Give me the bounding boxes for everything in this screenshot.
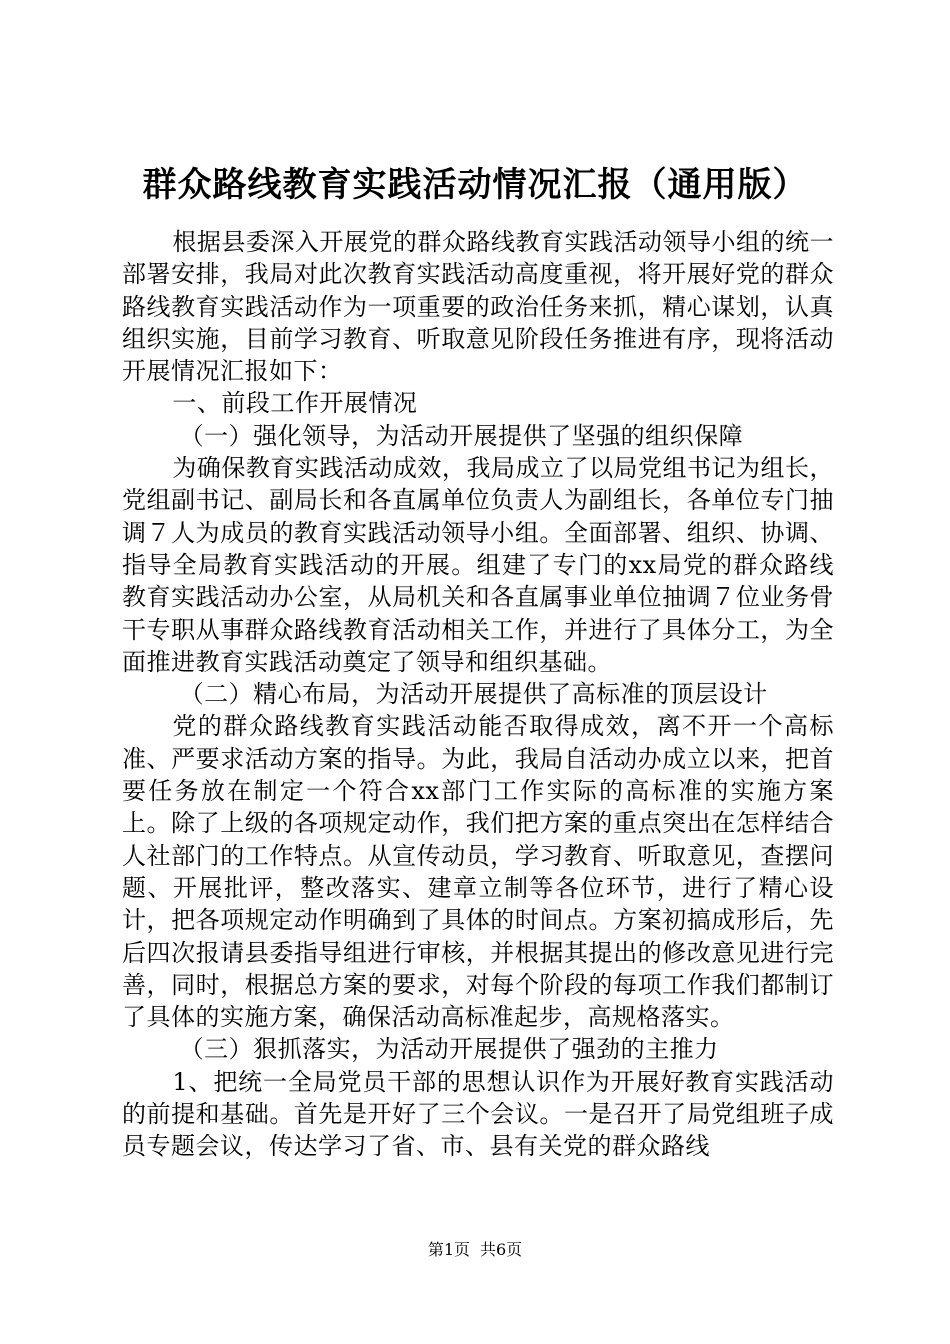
document-body (122, 226, 834, 1163)
subsection-heading-2: （二）精心布局，为活动开展提供了高标准的顶层设计 (179, 680, 768, 709)
paragraph-design: 党的群众路线教育实践活动能否取得成效，离不开一个高标准、严要求活动方案的指导。为此，我局自活动办成立以来，把首要任务放在制定一个符合xx部门工作实际的高标准的实施方案上。除了上级的各项规定动作，我们把方案的重点突出在怎样结合人社部门的工作特点。从宣传动员，学习教育、听取意见，查摆问题、开展批评，整改落实、建章立制等各位环节，进行了精心设计，把各项规定动作明确到了具体的时间点。方案初搞成形后，先后四次报请县委指导组进行审核，并根据其提出的修改意见进行完善，同时，根据总方案的要求，对每个阶段的每项工作我们都制订了具体的实施方案，确保活动高标准起步，高规格落实。 (122, 712, 834, 1032)
section-heading-1: 一、前段工作开展情况 (172, 389, 418, 418)
document-title: 群众路线教育实践活动情况汇报（通用版） (142, 165, 808, 205)
paragraph-implementation: 1、把统一全局党员干部的思想认识作为开展好教育实践活动的前提和基础。首先是开好了三个会议。一是召开了局党组班子成员专题会议，传达学习了省、市、县有关党的群众路线 (122, 1067, 834, 1161)
paragraph-intro: 根据县委深入开展党的群众路线教育实践活动领导小组的统一部署安排，我局对此次教育实践活动高度重视，将开展好党的群众路线教育实践活动作为一项重要的政治任务来抓，精心谋划，认真组织实施，目前学习教育、听取意见阶段任务推进有序，现将活动开展情况汇报如下： (122, 228, 834, 386)
subsection-heading-3: （三）狠抓落实，为活动开展提供了强劲的主推力 (179, 1035, 719, 1064)
page-total: 共6页 (480, 1240, 523, 1259)
page-footer (0, 1238, 950, 1262)
page-number: 第1页 (427, 1240, 470, 1259)
subsection-heading-1: （一）强化领导，为活动开展提供了坚强的组织保障 (179, 421, 744, 450)
paragraph-leadership: 为确保教育实践活动成效，我局成立了以局党组书记为组长，党组副书记、副局长和各直属单位负责人为副组长，各单位专门抽调７人为成员的教育实践活动领导小组。全面部署、组织、协调、指导全局教育实践活动的开展。组建了专门的xx局党的群众路线教育实践活动办公室，从局机关和各直属事业单位抽调７位业务骨干专职从事群众路线教育活动相关工作，并进行了具体分工，为全面推进教育实践活动奠定了领导和组织基础。 (122, 454, 834, 676)
